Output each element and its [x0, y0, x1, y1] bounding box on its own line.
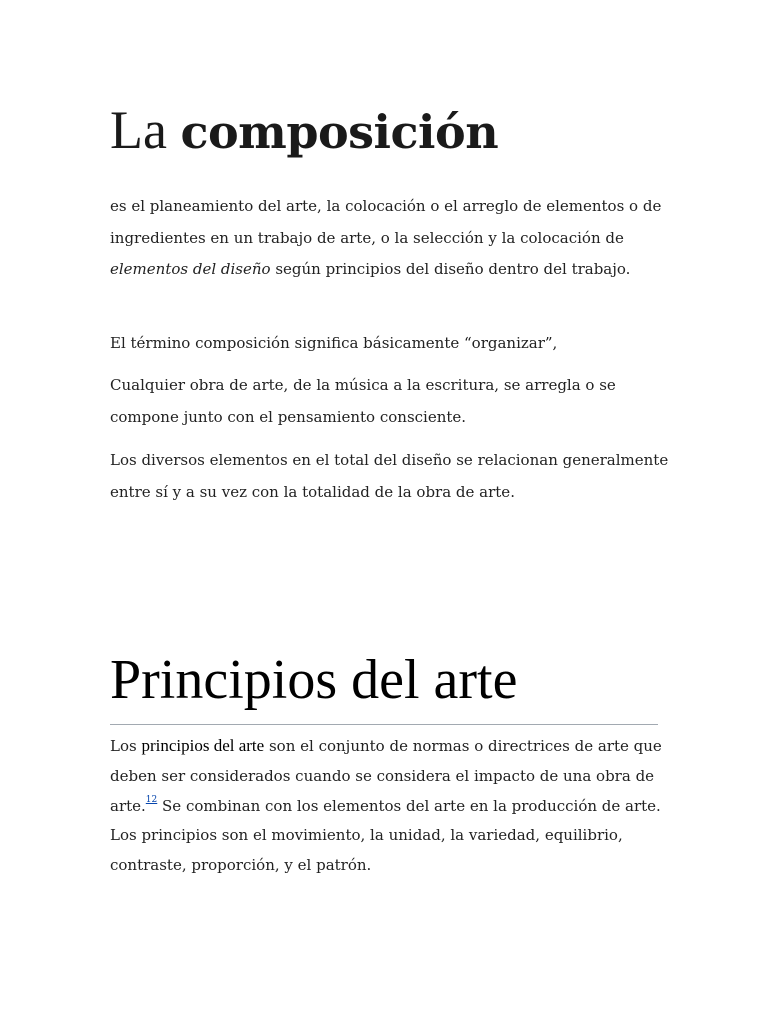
paragraph-term-meaning: El término composición significa básicamente “organizar”, [110, 334, 558, 352]
paragraph-elements: Los diversos elementos en el total del diseño se relacionan generalmente entre sí y a su vez con la totalidad de la obra de arte. [110, 451, 669, 501]
intro-text-end: según principios del diseño dentro del trabajo. [270, 260, 631, 278]
section-heading: Principios del arte [110, 649, 518, 711]
section-text-middle: son el conjunto de normas o directrices de arte que deben ser considerados cuando se considera el impacto de una obra de arte. [110, 737, 662, 815]
intro-italic-term: elementos del diseño [110, 260, 271, 278]
principles-term: principios del arte [141, 736, 265, 755]
page-title [110, 98, 498, 164]
section-text-start: Los [110, 737, 142, 755]
paragraph-any-work: Cualquier obra de arte, de la música a la escritura, se arregla o se compone junto con el pensamiento consciente. [110, 376, 616, 426]
intro-text-start: es el planeamiento del arte, la colocación o el arreglo de elementos o de ingredientes en un trabajo de arte, o la selección y la colocación de [110, 197, 662, 247]
section-paragraph [110, 731, 670, 881]
heading-divider [110, 724, 658, 725]
intro-paragraph [110, 191, 670, 286]
section-text-end: Se combinan con los elementos del arte en la producción de arte. Los principios son el movimiento, la unidad, la variedad, equilibrio, contraste, proporción, y el patrón. [110, 796, 661, 875]
title-light: La [110, 100, 181, 160]
reference-link[interactable]: 12 [145, 794, 158, 805]
title-bold: composición [180, 105, 499, 159]
